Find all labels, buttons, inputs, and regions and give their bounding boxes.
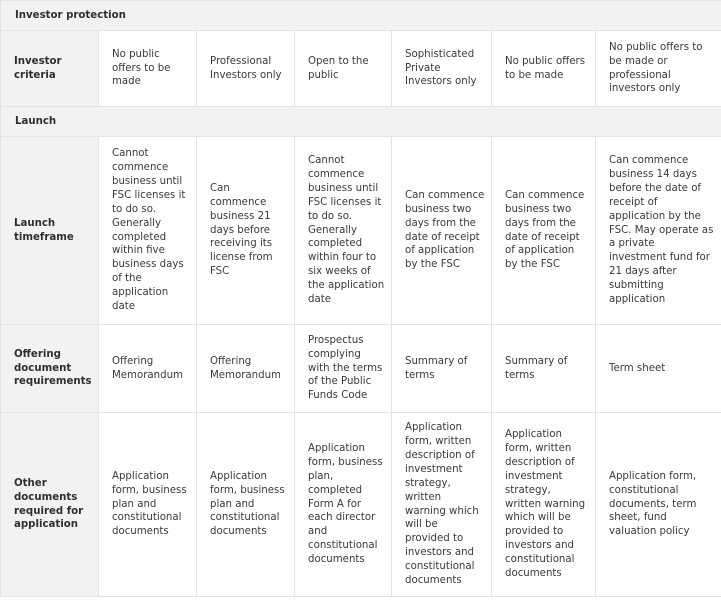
table-cell: Application form, written description of investment strategy, written warning which will be provided to investors and constitutional documents — [492, 413, 596, 597]
table-row-offering-document — [1, 325, 721, 413]
table-cell: Application form, business plan and constitutional documents — [197, 413, 295, 597]
table-cell: No public offers to be made — [99, 31, 197, 107]
table-cell: Can commence business 14 days before the date of receipt of application by the FSC. May operate as a private investment fund for 21 days after submitting application — [596, 137, 721, 325]
table-cell: Summary of terms — [392, 325, 492, 413]
table-cell: Cannot commence business until FSC licenses it to do so. Generally completed within five business days of the application date — [99, 137, 197, 325]
table-cell: Application form, business plan and constitutional documents — [99, 413, 197, 597]
section-row-investor-protection — [1, 1, 721, 31]
section-row-launch — [1, 107, 721, 137]
table-row-investor-criteria — [1, 31, 721, 107]
table-cell: Application form, written description of investment strategy, written warning which will be provided to investors and constitutional documents — [392, 413, 492, 597]
table-cell: No public offers to be made or professional investors only — [596, 31, 721, 107]
table-cell: Open to the public — [295, 31, 392, 107]
table-cell: Application form, constitutional documents, term sheet, fund valuation policy — [596, 413, 721, 597]
table-cell: No public offers to be made — [492, 31, 596, 107]
row-label-investor-criteria: Investor criteria — [1, 31, 99, 107]
table-cell: Term sheet — [596, 325, 721, 413]
table-cell: Professional Investors only — [197, 31, 295, 107]
table-cell: Offering Memorandum — [197, 325, 295, 413]
section-heading-investor-protection: Investor protection — [1, 1, 721, 31]
row-label-launch-timeframe: Launch timeframe — [1, 137, 99, 325]
table-cell: Can commence business 21 days before receiving its license from FSC — [197, 137, 295, 325]
table-cell: Prospectus complying with the terms of the Public Funds Code — [295, 325, 392, 413]
table-cell: Sophisticated Private Investors only — [392, 31, 492, 107]
table-row-launch-timeframe — [1, 137, 721, 325]
row-label-other-documents: Other documents required for application — [1, 413, 99, 597]
table-cell: Can commence business two days from the date of receipt of application by the FSC — [492, 137, 596, 325]
table-cell: Offering Memorandum — [99, 325, 197, 413]
table-cell: Can commence business two days from the date of receipt of application by the FSC — [392, 137, 492, 325]
table-cell: Application form, business plan, completed Form A for each director and constitutional documents — [295, 413, 392, 597]
table-row-other-documents — [1, 413, 721, 597]
table-cell: Summary of terms — [492, 325, 596, 413]
table-cell: Cannot commence business until FSC licenses it to do so. Generally completed within four to six weeks of the application date — [295, 137, 392, 325]
row-label-offering-document: Offering document requirements — [1, 325, 99, 413]
section-heading-launch: Launch — [1, 107, 721, 137]
